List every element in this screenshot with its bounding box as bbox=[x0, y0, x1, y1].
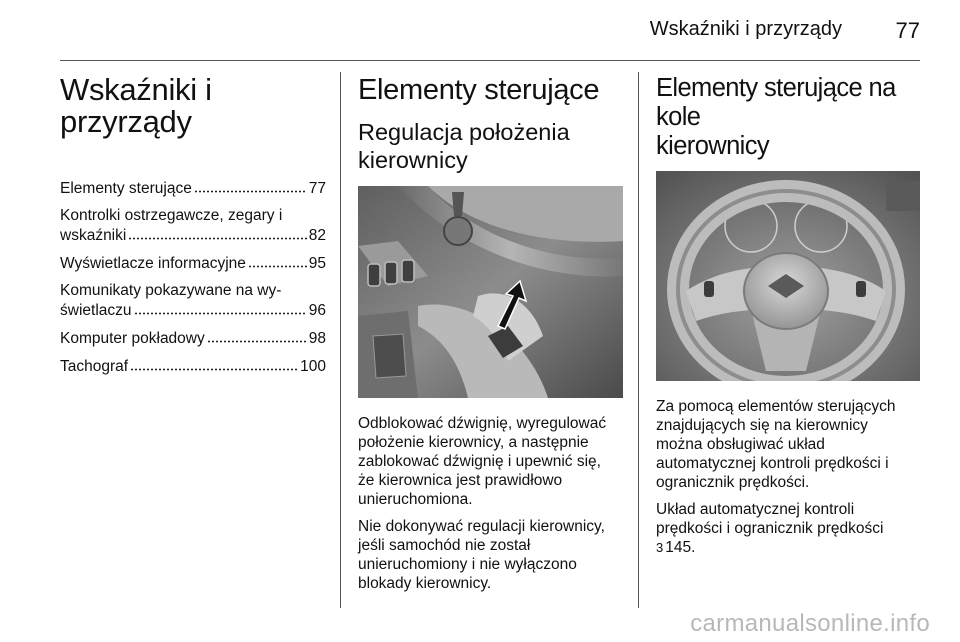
toc-entry bbox=[60, 281, 326, 320]
toc-entry-page: 82 bbox=[308, 227, 326, 244]
toc-leader-dots bbox=[207, 328, 307, 343]
toc-entry-title: Elementy sterujące bbox=[60, 180, 192, 197]
steering-column-lever-illustration bbox=[358, 186, 623, 398]
paragraph-line: Układ automatycznej kontroli bbox=[656, 501, 855, 518]
paragraph-line: znajdujących się na kierownicy bbox=[656, 417, 868, 434]
toc-entry-title: Kontrolki ostrzegawcze, zegary i bbox=[60, 207, 283, 224]
paragraph-line: prędkości i ogranicznik prędkości bbox=[656, 520, 884, 537]
paragraph-line: położenie kierownicy, a następnie bbox=[358, 434, 589, 451]
toc-entry-page: 77 bbox=[308, 180, 326, 197]
toc-entry bbox=[60, 328, 326, 348]
steering-wheel-controls-column bbox=[656, 74, 922, 565]
toc-entry-page: 96 bbox=[308, 302, 326, 319]
toc-entry bbox=[60, 206, 326, 245]
toc-entry-line bbox=[60, 328, 326, 348]
paragraph-line: że kierownica jest prawidłowo bbox=[358, 472, 563, 489]
paragraph-line: ogranicznik prędkości. bbox=[656, 474, 810, 491]
section-heading-line: Elementy sterujące na kole bbox=[656, 74, 896, 131]
toc-leader-dots bbox=[194, 178, 307, 193]
steering-wheel-controls-illustration bbox=[656, 171, 920, 381]
paragraph-line: Odblokować dźwignię, wyregulować bbox=[358, 415, 607, 432]
paragraph-line: Za pomocą elementów sterujących bbox=[656, 398, 896, 415]
toc-entry-page: 98 bbox=[308, 330, 326, 347]
toc-entry-title: wskaźniki bbox=[60, 227, 127, 244]
toc-entry bbox=[60, 253, 326, 273]
paragraph bbox=[358, 517, 623, 593]
toc-entry bbox=[60, 356, 326, 376]
section-heading: Elementy sterujące bbox=[358, 74, 600, 106]
paragraph bbox=[358, 414, 623, 509]
table-of-contents bbox=[60, 178, 326, 376]
section-heading-line: kierownicy bbox=[656, 132, 770, 160]
toc-entry-line bbox=[60, 300, 326, 320]
arrow-reference-icon: 3 bbox=[656, 540, 664, 555]
running-header bbox=[60, 18, 920, 46]
steering-adjustment-text bbox=[358, 414, 623, 593]
toc-entry-line bbox=[60, 281, 326, 300]
running-title: Wskaźniki i przyrządy bbox=[649, 18, 842, 40]
paragraph-line: unieruchomiony i nie wyłączono bbox=[358, 556, 577, 573]
subsection-heading bbox=[358, 118, 623, 174]
steering-adjustment-column bbox=[358, 74, 623, 601]
toc-entry-title: Tachograf bbox=[60, 358, 129, 375]
paragraph bbox=[656, 500, 922, 557]
toc-entry-page: 95 bbox=[308, 255, 326, 272]
toc-leader-dots bbox=[134, 300, 307, 315]
toc-entry-page: 100 bbox=[300, 358, 326, 375]
paragraph bbox=[656, 397, 922, 492]
toc-entry-title: Komunikaty pokazywane na wy- bbox=[60, 282, 282, 299]
paragraph-line: blokady kierownicy. bbox=[358, 575, 492, 592]
toc-entry-line bbox=[60, 253, 326, 273]
toc-entry-title: Komputer pokładowy bbox=[60, 330, 205, 347]
toc-entry-line bbox=[60, 356, 326, 376]
toc-leader-dots bbox=[248, 253, 307, 268]
subsection-heading-line: kierownicy bbox=[358, 147, 468, 173]
toc-entry-title: świetlaczu bbox=[60, 302, 132, 319]
steering-wheel-controls-text bbox=[656, 397, 922, 557]
toc-entry bbox=[60, 178, 326, 198]
toc-leader-dots bbox=[130, 356, 298, 371]
toc-entry-line bbox=[60, 206, 326, 225]
paragraph-line: zablokować dźwignię i upewnić się, bbox=[358, 453, 601, 470]
column-divider bbox=[638, 72, 639, 608]
paragraph-line: można obsługiwać układ bbox=[656, 436, 825, 453]
paragraph-line: unieruchomiona. bbox=[358, 491, 473, 508]
page-number: 77 bbox=[895, 18, 920, 43]
toc-entry-line bbox=[60, 178, 326, 198]
subsection-heading-line: Regulacja położenia bbox=[358, 119, 570, 145]
column-divider bbox=[340, 72, 341, 608]
chapter-title: Wskaźniki i przyrządy bbox=[60, 72, 212, 139]
page-reference: 145. bbox=[665, 539, 696, 556]
toc-leader-dots bbox=[128, 225, 306, 240]
paragraph-line: Nie dokonywać regulacji kierownicy, bbox=[358, 518, 605, 535]
watermark: carmanualsonline.info bbox=[690, 610, 930, 637]
chapter-contents-column bbox=[60, 74, 326, 384]
paragraph-line: automatycznej kontroli prędkości i bbox=[656, 455, 889, 472]
section-heading bbox=[656, 74, 922, 161]
header-rule bbox=[60, 60, 920, 61]
toc-entry-title: Wyświetlacze informacyjne bbox=[60, 255, 246, 272]
toc-entry-line bbox=[60, 225, 326, 245]
paragraph-line: jeśli samochód nie został bbox=[358, 537, 531, 554]
